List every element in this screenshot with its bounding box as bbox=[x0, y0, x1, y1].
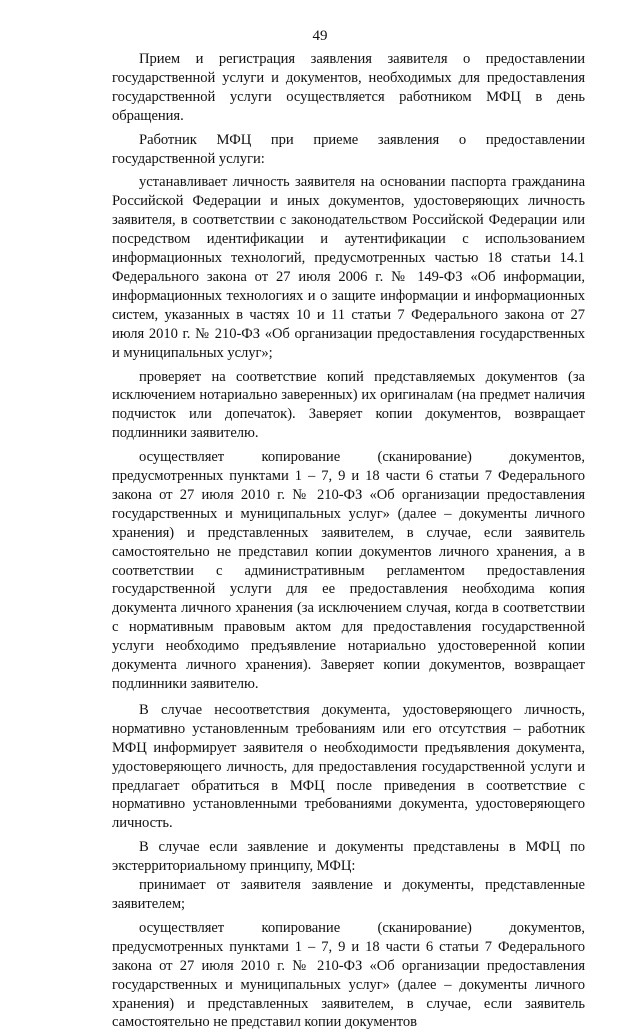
paragraph-registration: Прием и регистрация заявления заявителя о предоставлении государственной услуги и документов, необходимых для предоставления государственной услуги осуществляется работником МФЦ в день обращения. bbox=[112, 51, 585, 124]
paragraph-identity-check: устанавливает личность заявителя на основании паспорта гражданина Российской Федерации и иных документов, удостоверяющих личность заявителя, в соответствии с законодательством Российской Федерации или посредством идентификации и аутентификации с использованием информационных технологий, предусмотренных частью 18 статьи 14.1 Федерального закона от 27 июля 2006 г. № 149-ФЗ «Об информации, информационных технологиях и о защите информации и информационных систем, указанных в частях 10 и 11 статьи 7 Федерального закона от 27 июля 2010 г. № 210-ФЗ «Об организации предоставления государственных и муниципальных услуг»; bbox=[112, 174, 585, 361]
paragraph-mfc-worker-intro: Работник МФЦ при приеме заявления о предоставлении государственной услуги: bbox=[112, 131, 585, 167]
page-number: 49 bbox=[312, 28, 328, 44]
paragraph-copying-scanning-extraterritorial: осуществляет копирование (сканирование) документов, предусмотренных пунктами 1 – 7, 9 и 18 части 6 статьи 7 Федерального закона от 27 июля 2010 г. № 210-ФЗ «Об организации предоставления государственных и муниципальных услуг» (далее – документы личного хранения) и представленных заявителем, в случае, если заявитель самостоятельно не представил копии документов bbox=[112, 919, 585, 1031]
document-body bbox=[112, 50, 585, 1032]
paragraph-document-mismatch: В случае несоответствия документа, удостоверяющего личность, нормативно установленным требованиям или его отсутствия – работник МФЦ информирует заявителя о необходимости предъявления документа, удостоверяющего личность, для предоставления государственной услуги и предлагает обратиться в МФЦ после приведения в соответствие с нормативно установленными требованиями документа, удостоверяющего личность. bbox=[112, 701, 585, 832]
paragraph-copy-verification: проверяет на соответствие копий представляемых документов (за исключением нотариально заверенных) их оригиналам (на предмет наличия подчисток или допечаток). Заверяет копии документов, возвращает подлинники заявителю. bbox=[112, 368, 585, 442]
paragraph-extraterritorial: В случае если заявление и документы представлены в МФЦ по экстерриториальному принципу, МФЦ: bbox=[112, 839, 585, 875]
paragraph-copying-scanning: осуществляет копирование (сканирование) документов, предусмотренных пунктами 1 – 7, 9 и 18 части 6 статьи 7 Федерального закона от 27 июля 2010 г. № 210-ФЗ «Об организации предоставления государственных и муниципальных услуг» (далее – документы личного хранения) и представленных заявителем, в случае, если заявитель самостоятельно не представил копии документов личного хранения, а в соответствии с административным регламентом предоставления государственной услуги для ее предоставления необходима копия документа личного хранения (за исключением случая, когда в соответствии с нормативным правовым актом для предоставления государственной услуги необходимо предъявление нотариально удостоверенной копии документа личного хранения). Заверяет копии документов, возвращает подлинники заявителю. bbox=[112, 449, 585, 692]
paragraph-accepts-application: принимает от заявителя заявление и документы, представленные заявителем; bbox=[112, 877, 585, 912]
